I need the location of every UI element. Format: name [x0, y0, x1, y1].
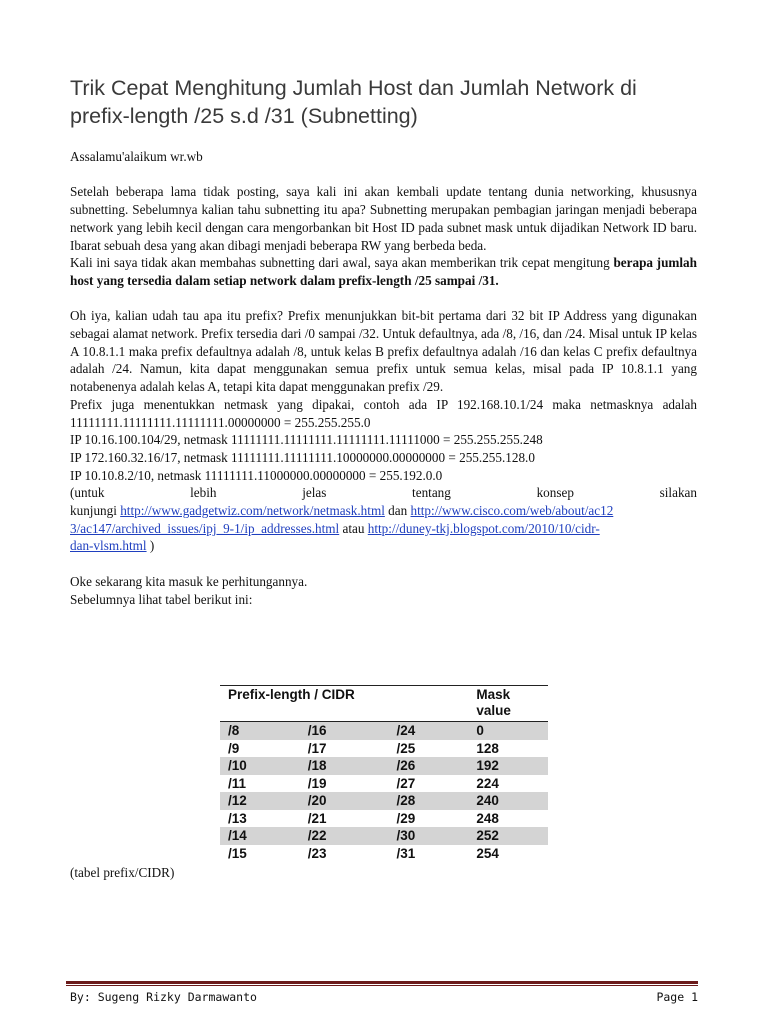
prefix-cell: /14 [220, 827, 300, 845]
prefix-cell: /21 [307, 810, 327, 826]
kunjungi-text: kunjungi [70, 503, 117, 519]
paragraph-trick-lead: Kali ini saya tidak akan membahas subnetting dari awal, saya akan memberikan trik cepat mengitung [70, 255, 610, 271]
prefix-cell: /18 [300, 757, 389, 775]
prefix-cell: /29 [396, 810, 416, 826]
prefix-cell: /23 [307, 845, 327, 861]
table-row [220, 845, 548, 863]
prefix-cell: /16 [300, 722, 389, 740]
atau-text: atau [342, 520, 365, 536]
prefix-cell: /9 [228, 740, 240, 756]
table-header-row [220, 686, 548, 722]
mask-value-cell: 240 [468, 792, 548, 810]
prefix-cell: /22 [300, 827, 389, 845]
table-row [220, 792, 548, 810]
prefix-cell: /24 [389, 722, 469, 740]
reference-links-3 [70, 537, 697, 555]
header-mask-line1: Mask [476, 687, 511, 702]
prefix-cell: /8 [220, 722, 300, 740]
reference-links-2 [70, 520, 697, 538]
prefix-cell: /26 [389, 757, 469, 775]
greeting: Assalamu'alaikum wr.wb [70, 149, 203, 164]
header-mask [468, 686, 548, 722]
prefix-cell: /25 [396, 740, 416, 756]
cidr-table-wrapper [220, 685, 548, 862]
reference-links-1 [70, 502, 697, 520]
paragraph-trick-bold: berapa jumlah host yang tersedia dalam setiap network dalam prefix-length /25 sampai /31. [70, 255, 697, 288]
reference-word: jelas [302, 485, 327, 501]
paragraph-trick [70, 254, 697, 289]
table-row [220, 810, 548, 828]
prefix-cell: /19 [307, 775, 327, 791]
reference-line [70, 484, 697, 502]
mask-value-cell: 252 [468, 827, 548, 845]
paragraph-prefix: Oh iya, kalian udah tau apa itu prefix? Prefix menunjukkan bit-bit pertama dari 32 bit IP Address yang digunakan sebagai alamat network. Prefix tersedia dari /0 sampai /32. Untuk defaultnya, ada /8, /16, dan /24. Misal untuk IP kelas A 10.8.1.1 maka prefix defaultnya adalah /8, untuk kelas B prefix defaultnya adalah /16 dan kelas C prefix defaultnya adalah /24. Namun, kita dapat menggunakan semua prefix untuk semua kelas, misal pada IP 10.8.1.1 yang notabenenya adalah kelas A, tetapi kita dapat menggunakan prefix /29. [70, 308, 697, 395]
mask-value-cell: 248 [476, 810, 499, 826]
reference-word: lebih [190, 485, 217, 501]
footer-rule-thin [66, 985, 698, 986]
mask-value-cell: 128 [476, 740, 499, 756]
table-caption: (tabel prefix/CIDR) [70, 865, 175, 880]
reference-word: (untuk [70, 485, 105, 501]
prefix-cell: /12 [220, 792, 300, 810]
link-cisco[interactable]: http://www.cisco.com/web/about/ac12 [410, 503, 614, 519]
prefix-cell: /15 [228, 845, 247, 861]
link-duney[interactable]: http://duney-tkj.blogspot.com/2010/10/cidr- [367, 520, 600, 536]
header-prefix: Prefix-length / CIDR [220, 686, 468, 722]
reference-word: silakan [659, 485, 697, 501]
paragraph-table-intro: Sebelumnya lihat tabel berikut ini: [70, 591, 253, 607]
link-duney-cont[interactable]: dan-vlsm.html [70, 538, 147, 554]
link-gadgetwiz[interactable]: http://www.gadgetwiz.com/network/netmask.html [120, 503, 385, 519]
table-row [220, 722, 548, 740]
prefix-cell: /20 [300, 792, 389, 810]
prefix-cell: /11 [228, 775, 247, 791]
prefix-cell: /30 [389, 827, 469, 845]
example-2: IP 172.160.32.16/17, netmask 11111111.11111111.10000000.00000000 = 255.255.128.0 [70, 449, 535, 465]
prefix-cell: /17 [307, 740, 327, 756]
footer-author: By: Sugeng Rizky Darmawanto [70, 990, 257, 1004]
table-row [220, 740, 548, 758]
footer-page-number: Page 1 [656, 990, 698, 1004]
close-paren: ) [149, 538, 155, 554]
prefix-cell: /28 [389, 792, 469, 810]
example-3: IP 10.10.8.2/10, netmask 11111111.11000000.00000000 = 255.192.0.0 [70, 467, 443, 483]
article-body [70, 148, 697, 608]
mask-value-cell: 254 [476, 845, 499, 861]
prefix-cell: /13 [228, 810, 247, 826]
paragraph-netmask: Prefix juga menentukkan netmask yang dipakai, contoh ada IP 192.168.10.1/24 maka netmasknya adalah 11111111.11111111.11111111.00000000 = 255.255.255.0 [70, 396, 697, 430]
prefix-cell: /10 [220, 757, 300, 775]
table-body [220, 722, 548, 863]
mask-value-cell: 224 [476, 775, 499, 791]
prefix-cell: /27 [396, 775, 416, 791]
dan-text: dan [388, 503, 408, 519]
example-1: IP 10.16.100.104/29, netmask 11111111.11111111.11111111.11111000 = 255.255.255.248 [70, 432, 543, 448]
prefix-cell: /31 [396, 845, 416, 861]
reference-word: konsep [536, 485, 574, 501]
footer-rule [66, 981, 698, 984]
table-row [220, 827, 548, 845]
paragraph-calc: Oke sekarang kita masuk ke perhitungannya. [70, 573, 308, 589]
header-mask-line2: value [476, 703, 511, 718]
reference-word: tentang [412, 485, 451, 501]
mask-value-cell: 0 [468, 722, 548, 740]
page-title: Trik Cepat Menghitung Jumlah Host dan Jumlah Network di prefix-length /25 s.d /31 (Subnetting) [70, 76, 637, 128]
mask-value-cell: 192 [468, 757, 548, 775]
table-row [220, 757, 548, 775]
cidr-table [220, 685, 548, 862]
link-cisco-cont[interactable]: 3/ac147/archived_issues/ipj_9-1/ip_addresses.html [70, 520, 340, 536]
paragraph-intro: Setelah beberapa lama tidak posting, saya kali ini akan kembali update tentang dunia networking, khususnya subnetting. Sebelumnya kalian tahu subnetting itu apa? Subnetting merupakan pembagian jaringan menjadi beberapa network yang lebih kecil dengan cara mengorbankan bit Host ID pada subnet mask untuk dijadikan Network ID baru. Ibarat sebuah desa yang akan dibagi menjadi beberapa RW yang berbeda beda. [70, 184, 697, 253]
table-row [220, 775, 548, 793]
